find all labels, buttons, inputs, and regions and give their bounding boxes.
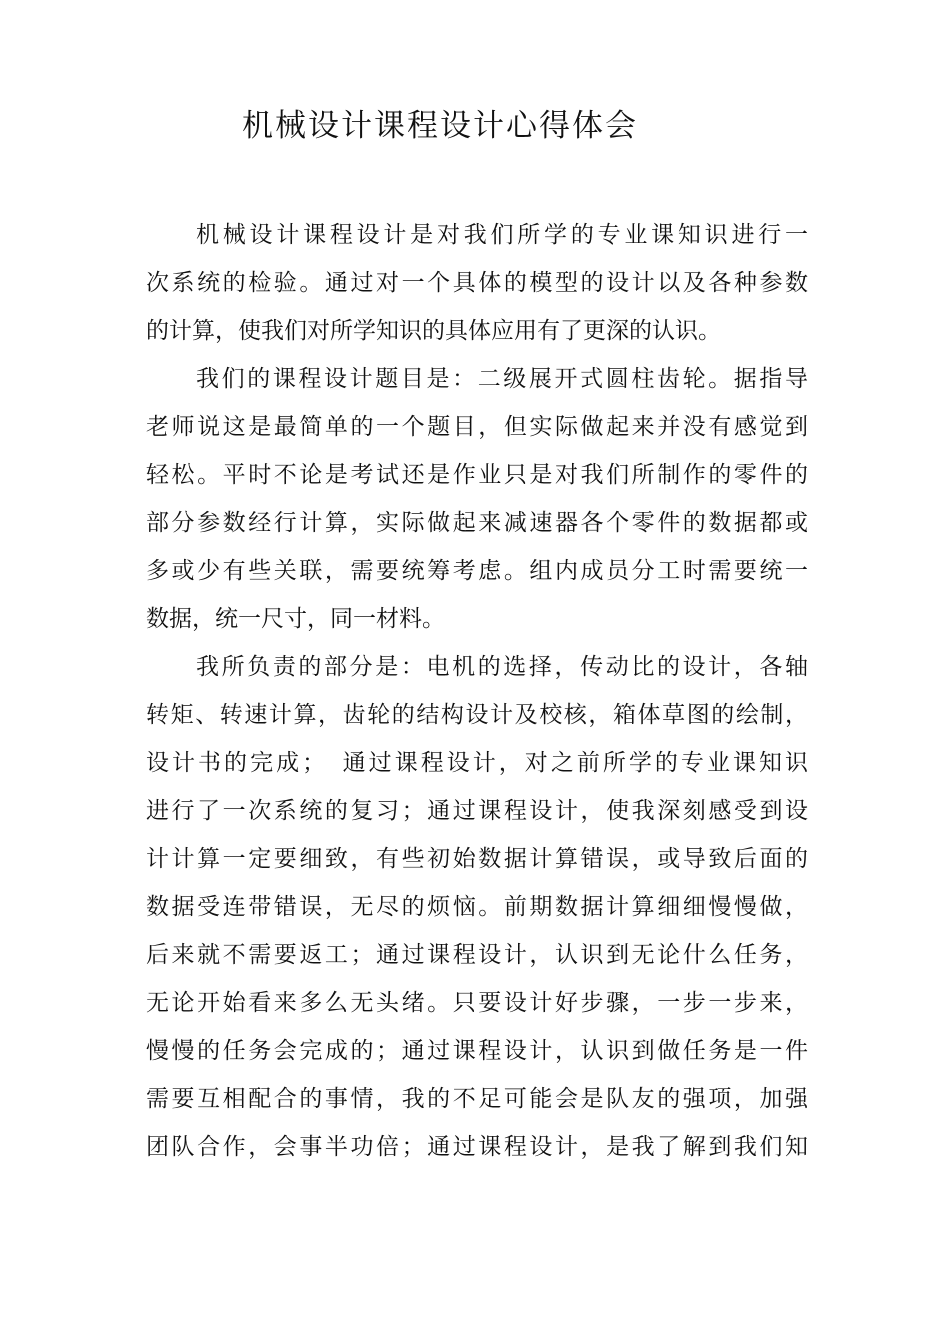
- text-line: 进行了一次系统的复习；通过课程设计，使我深刻感受到设: [146, 798, 808, 824]
- text-line: 多或少有些关联，需要统筹考虑。组内成员分工时需要统一: [146, 558, 808, 584]
- text-line: 次系统的检验。通过对一个具体的模型的设计以及各种参数: [146, 270, 808, 296]
- text-line: 需要互相配合的事情，我的不足可能会是队友的强项，加强: [146, 1086, 808, 1112]
- text-line: 无论开始看来多么无头绪。只要设计好步骤，一步一步来，: [146, 990, 808, 1016]
- text-line: 设计书的完成； 通过课程设计，对之前所学的专业课知识: [146, 750, 808, 776]
- text-line: 团队合作，会事半功倍；通过课程设计，是我了解到我们知: [146, 1134, 808, 1160]
- text-line: 转矩、转速计算，齿轮的结构设计及校核，箱体草图的绘制，: [146, 702, 808, 728]
- text-line: 的计算，使我们对所学知识的具体应用有了更深的认识。: [146, 318, 721, 344]
- text-line: 我所负责的部分是：电机的选择，传动比的设计，各轴: [196, 654, 808, 680]
- text-line: 慢慢的任务会完成的；通过课程设计，认识到做任务是一件: [146, 1038, 808, 1064]
- text-line: 数据，统一尺寸，同一材料。: [146, 606, 445, 632]
- document-title: 机械设计课程设计心得体会: [242, 108, 638, 144]
- document-body: [146, 211, 808, 1171]
- text-line: 数据受连带错误，无尽的烦恼。前期数据计算细细慢慢做，: [146, 894, 808, 920]
- text-line: 部分参数经行计算，实际做起来减速器各个零件的数据都或: [146, 510, 808, 536]
- text-line: 计计算一定要细致，有些初始数据计算错误，或导致后面的: [146, 846, 808, 872]
- text-line: 机械设计课程设计是对我们所学的专业课知识进行一: [196, 222, 808, 248]
- text-line: 轻松。平时不论是考试还是作业只是对我们所制作的零件的: [146, 462, 808, 488]
- text-line: 老师说这是最简单的一个题目，但实际做起来并没有感觉到: [146, 414, 808, 440]
- text-line: 后来就不需要返工；通过课程设计，认识到无论什么任务，: [146, 942, 808, 968]
- text-line: 我们的课程设计题目是：二级展开式圆柱齿轮。据指导: [196, 366, 808, 392]
